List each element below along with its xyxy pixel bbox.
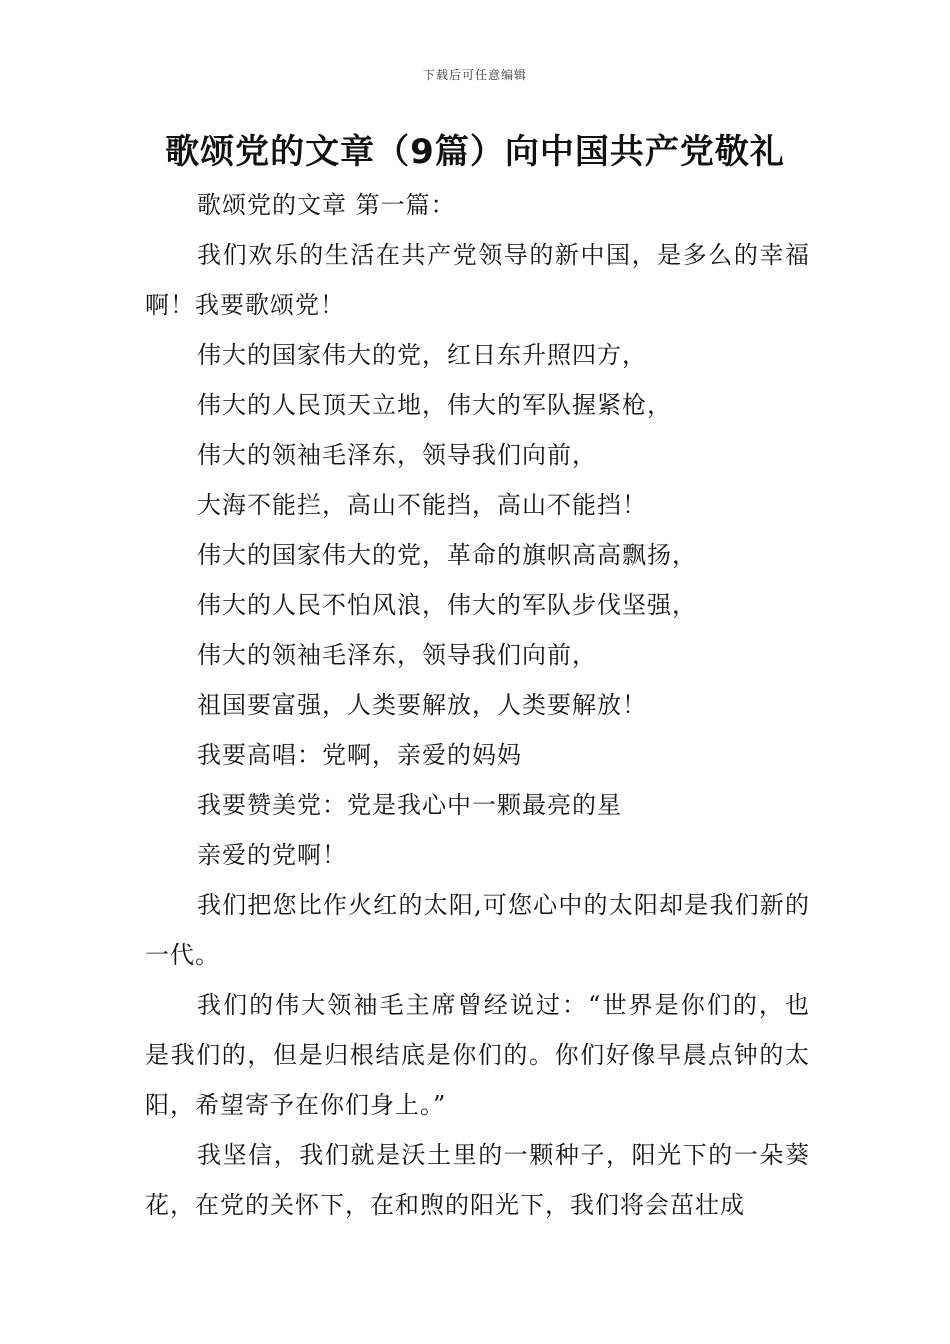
paragraph: 我要高唱：党啊，亲爱的妈妈 (197, 741, 522, 769)
paragraph: 亲爱的党啊！ (197, 841, 347, 869)
paragraph: 大海不能拦，高山不能挡，高山不能挡！ (197, 491, 647, 519)
document-body (145, 180, 810, 1230)
paragraph: 伟大的领袖毛泽东，领导我们向前， (197, 641, 597, 669)
paragraph: 我们把您比作火红的太阳,可您心中的太阳却是我们新的一代。 (145, 891, 810, 969)
paragraph: 歌颂党的文章 第一篇： (197, 191, 456, 219)
document-title: 歌颂党的文章（9篇）向中国共产党敬礼 (165, 132, 785, 172)
header-note: 下载后可任意编辑 (422, 68, 527, 82)
paragraph: 伟大的领袖毛泽东，领导我们向前， (197, 441, 597, 469)
paragraph: 我们的伟大领袖毛主席曾经说过：“世界是你们的，也是我们的，但是归根结底是你们的。你们好像早晨点钟的太阳，希望寄予在你们身上。” (145, 991, 810, 1119)
paragraph: 伟大的人民不怕风浪，伟大的军队步伐坚强， (197, 591, 697, 619)
paragraph: 我要赞美党：党是我心中一颗最亮的星 (197, 791, 622, 819)
paragraph: 伟大的人民顶天立地，伟大的军队握紧枪， (197, 391, 672, 419)
paragraph: 我们欢乐的生活在共产党领导的新中国，是多么的幸福啊！我要歌颂党！ (145, 241, 810, 319)
paragraph: 伟大的国家伟大的党，革命的旗帜高高飘扬， (197, 541, 697, 569)
paragraph: 我坚信，我们就是沃土里的一颗种子，阳光下的一朵葵花，在党的关怀下，在和煦的阳光下，我们将会茁壮成 (145, 1141, 810, 1219)
paragraph: 伟大的国家伟大的党，红日东升照四方， (197, 341, 647, 369)
paragraph: 祖国要富强，人类要解放，人类要解放！ (197, 691, 647, 719)
